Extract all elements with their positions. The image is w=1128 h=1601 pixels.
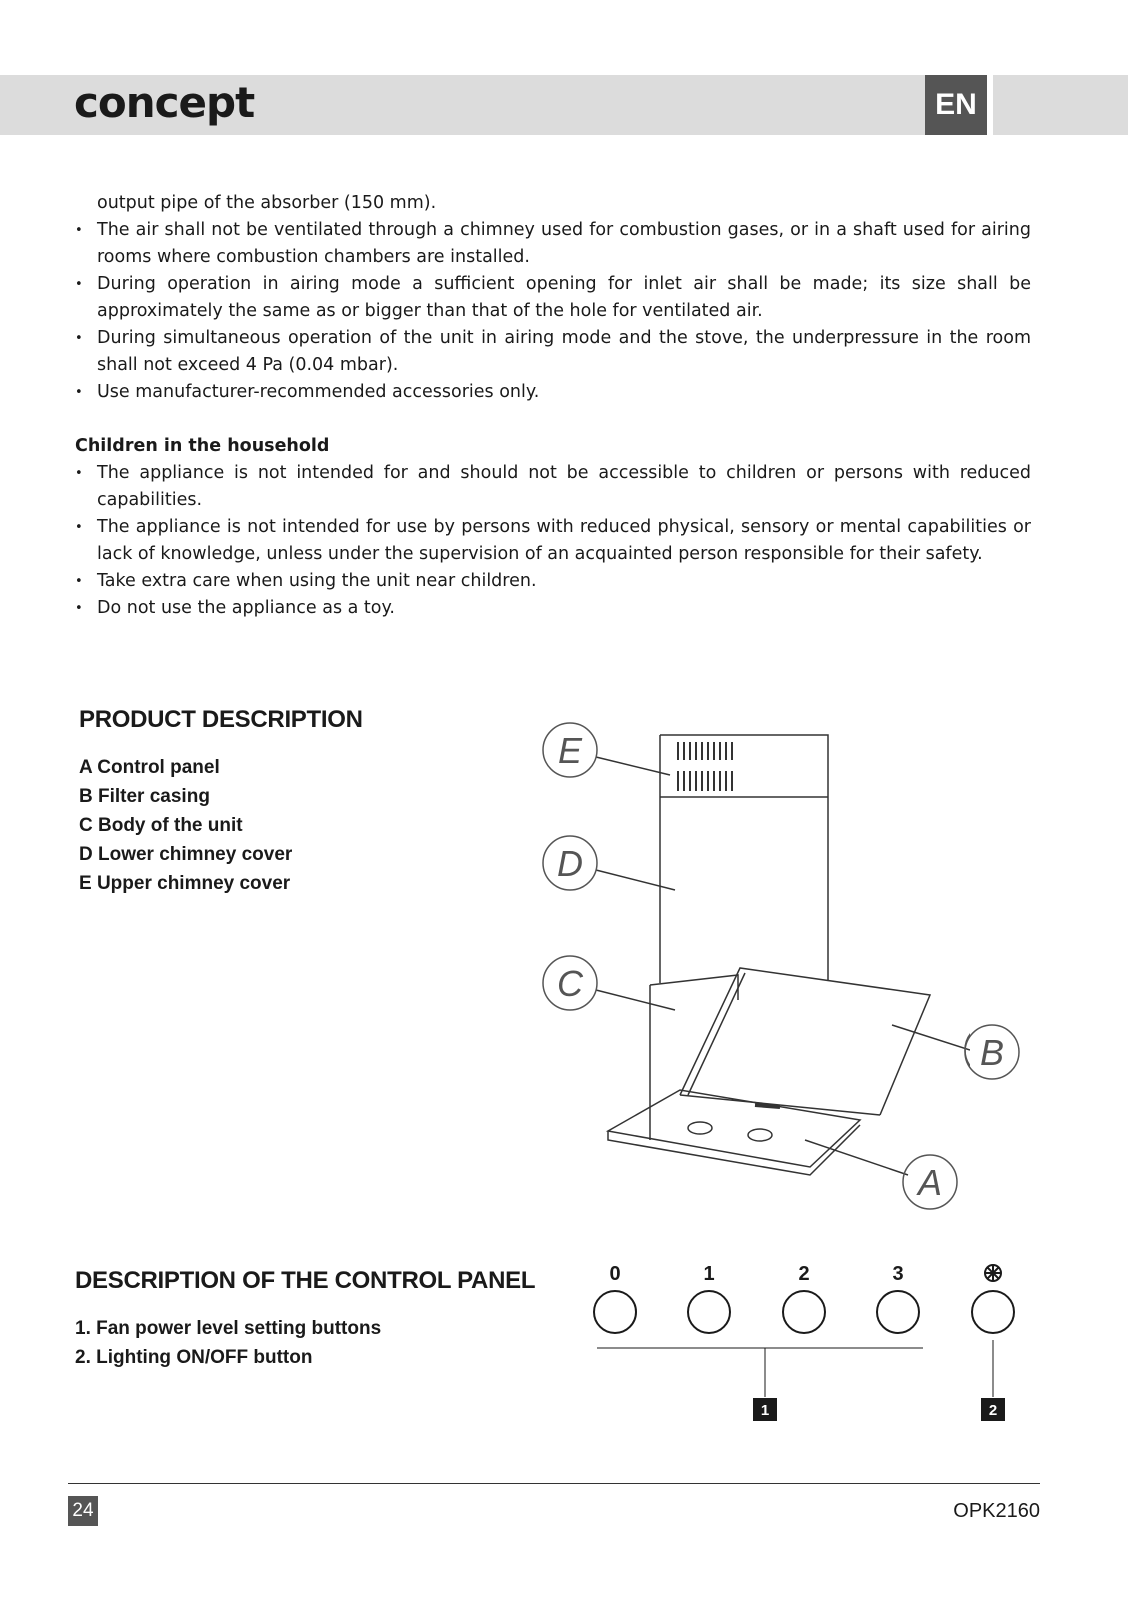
children-heading: Children in the household <box>75 436 330 456</box>
product-parts-list <box>79 753 292 898</box>
intro-bullet: • During operation in airing mode a sufficient opening for inlet air shall be made; its size shall be approximately the same as or bigger than that of the hole for ventilated air. <box>75 271 1031 325</box>
control-tray <box>608 1090 860 1167</box>
label-c: C <box>557 963 583 1004</box>
children-bullet-list <box>75 460 1031 622</box>
control-panel-title: DESCRIPTION OF THE CONTROL PANEL <box>75 1267 536 1294</box>
model-number: OPK2160 <box>953 1500 1040 1522</box>
leader-e <box>596 757 670 775</box>
fan-button-1 <box>688 1291 730 1333</box>
tray-display <box>755 1105 780 1107</box>
children-bullet: • Take extra care when using the unit near children. <box>75 568 1031 595</box>
button-label-0: 0 <box>609 1263 621 1285</box>
brand-logo: concept <box>74 78 255 127</box>
children-bullet: • The appliance is not intended for use by persons with reduced physical, sensory or mental capabilities or lack of knowledge, unless under the supervision of an acquainted person responsible for their safety. <box>75 514 1031 568</box>
children-bullet: • Do not use the appliance as a toy. <box>75 595 1031 622</box>
control-item: 1. Fan power level setting buttons <box>75 1318 382 1339</box>
light-button <box>972 1291 1014 1333</box>
safety-text-block <box>75 190 1031 622</box>
control-items-list <box>75 1314 381 1372</box>
intro-bullet-list <box>75 217 1031 406</box>
callout-b <box>958 1020 1028 1090</box>
page-number: 24 <box>68 1496 98 1526</box>
fan-button-2 <box>783 1291 825 1333</box>
part-item: C Body of the unit <box>79 815 243 836</box>
part-item: E Upper chimney cover <box>79 873 291 894</box>
language-badge: EN <box>925 75 987 135</box>
intro-continuation: output pipe of the absorber (150 mm). <box>97 193 437 213</box>
callout-1: 1 <box>760 1402 770 1419</box>
body-top <box>650 975 738 1000</box>
button-label-3: 3 <box>892 1263 904 1285</box>
glass-panel <box>680 968 930 1115</box>
label-e: E <box>557 730 583 771</box>
control-item: 2. Lighting ON/OFF button <box>75 1347 313 1368</box>
control-panel-diagram <box>585 1255 1035 1430</box>
intro-bullet: • During simultaneous operation of the unit in airing mode and the stove, the underpressure in the room shall not exceed 4 Pa (0.04 mbar). <box>75 325 1031 379</box>
label-b: B <box>979 1032 1005 1073</box>
fan-button-3 <box>877 1291 919 1333</box>
callout-2: 2 <box>988 1402 998 1419</box>
vent-slots <box>678 742 732 791</box>
fan-button-0 <box>594 1291 636 1333</box>
footer-rule <box>68 1483 1040 1484</box>
button-label-1: 1 <box>703 1263 715 1285</box>
upper-chimney-outline <box>660 735 828 980</box>
glass-edge <box>688 973 745 1095</box>
children-bullet: • The appliance is not intended for and should not be accessible to children or persons with reduced capabilities. <box>75 460 1031 514</box>
tray-front <box>608 1125 860 1175</box>
intro-bullet: • Use manufacturer-recommended accessories only. <box>75 379 1031 406</box>
leader-d <box>596 870 675 890</box>
hood-diagram <box>530 715 970 1220</box>
intro-bullet: • The air shall not be ventilated through a chimney used for combustion gases, or in a shaft used for airing rooms where combustion chambers are installed. <box>75 217 1031 271</box>
label-a: A <box>917 1162 943 1203</box>
leader-c <box>596 990 675 1010</box>
header-divider <box>987 75 993 135</box>
lamp-icon <box>985 1265 1001 1281</box>
part-item: B Filter casing <box>79 786 210 807</box>
product-description-title: PRODUCT DESCRIPTION <box>79 706 363 733</box>
label-d: D <box>557 843 583 884</box>
tray-knob <box>748 1129 772 1141</box>
button-label-2: 2 <box>798 1263 810 1285</box>
tray-knob <box>688 1122 712 1134</box>
part-item: A Control panel <box>79 757 220 778</box>
part-item: D Lower chimney cover <box>79 844 293 865</box>
